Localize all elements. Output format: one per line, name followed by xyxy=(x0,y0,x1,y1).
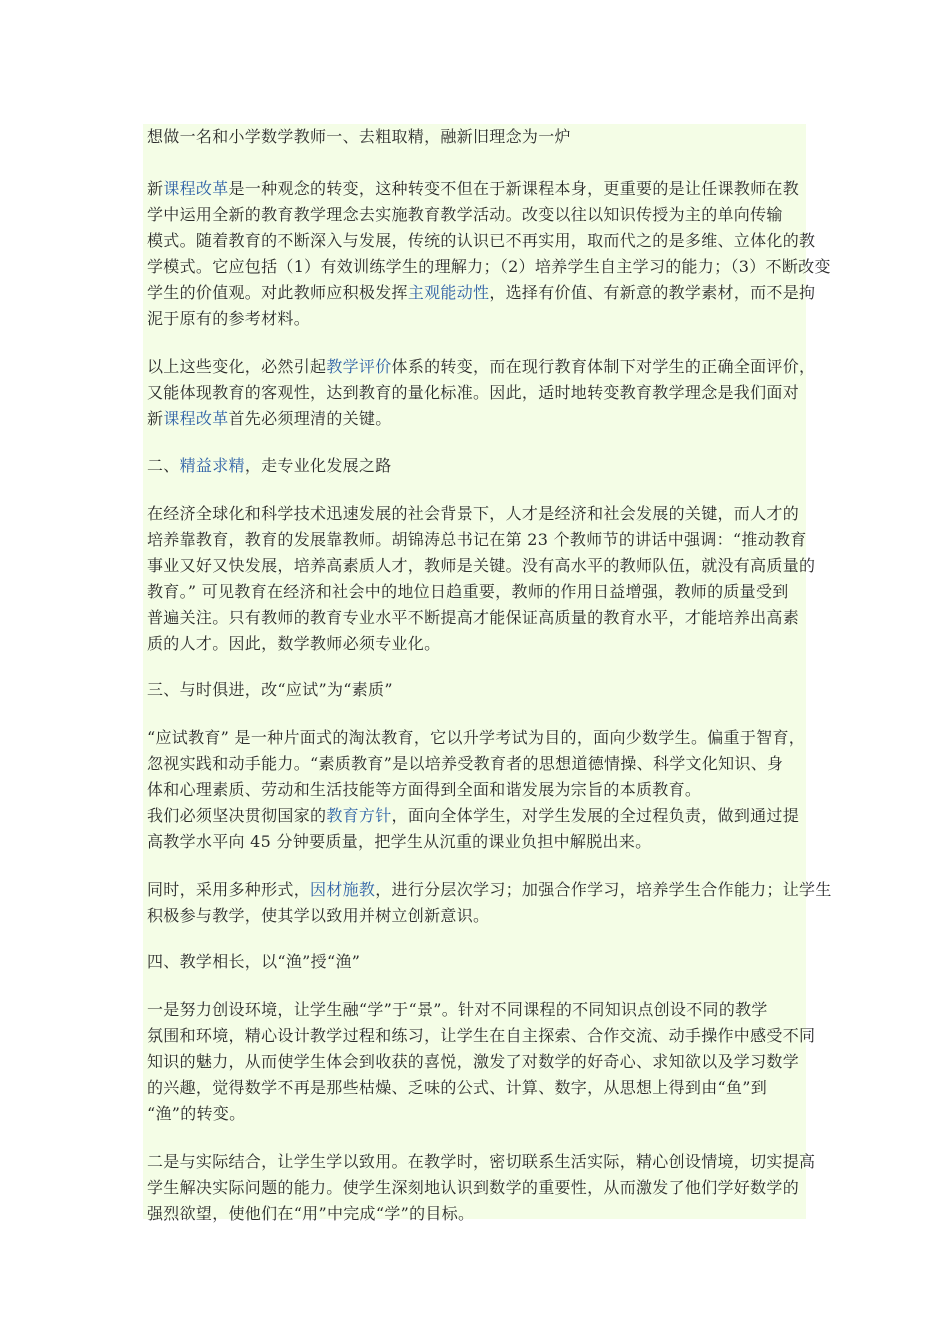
text-line xyxy=(147,777,701,803)
text-line xyxy=(147,949,360,975)
text-run: 三、与时俱进，改“应试”为“素质” xyxy=(147,680,393,699)
text-line xyxy=(147,1075,767,1101)
text-line xyxy=(147,579,789,605)
text-line xyxy=(147,1149,815,1175)
text-run: 是一种观念的转变，这种转变不但在于新课程本身，更重要的是让任课教师在教 xyxy=(228,179,800,198)
text-run: 知识的魅力，从而使学生体会到收获的喜悦，激发了对数学的好奇心、求知欲以及学习数学 xyxy=(147,1052,800,1071)
text-run: “渔”的转变。 xyxy=(147,1104,246,1123)
text-run: 我们必须坚决贯彻国家的 xyxy=(147,806,327,825)
text-run: 又能体现教育的客观性，达到教育的量化标准。因此，适时地转变教育教学理念是我们面对 xyxy=(147,383,800,402)
text-line xyxy=(147,254,831,280)
text-run: 首先必须理清的关键。 xyxy=(228,409,392,428)
text-run: 模式。随着教育的不断深入与发展，传统的认识已不再实用，取而代之的是多维、立体化的教 xyxy=(147,231,816,250)
text-run: 质的人才。因此，数学教师必须专业化。 xyxy=(147,634,441,653)
inline-link[interactable]: 主观能动性 xyxy=(407,283,490,302)
text-run: 体系的转变，而在现行教育体制下对学生的正确全面评价， xyxy=(391,357,816,376)
text-run: 新 xyxy=(147,179,164,198)
text-line xyxy=(147,803,799,829)
text-run: 泥于原有的参考材料。 xyxy=(147,309,311,328)
text-line xyxy=(147,354,815,380)
text-line xyxy=(147,725,805,751)
text-run: 在经济全球化和科学技术迅速发展的社会背景下，人才是经济和社会发展的关键，而人才的 xyxy=(147,504,800,523)
text-line xyxy=(147,1175,799,1201)
text-run: 教育。” 可见教育在经济和社会中的地位日趋重要，教师的作用日益增强，教师的质量受到 xyxy=(147,582,789,601)
text-run: 学模式。它应包括（1）有效训练学生的理解力；（2）培养学生自主学习的能力；（3）不断改变 xyxy=(147,257,831,276)
text-run: ，进行分层次学习；加强合作学习，培养学生合作能力；让学生 xyxy=(375,880,832,899)
text-line xyxy=(147,527,807,553)
text-run: 的兴趣，觉得数学不再是那些枯燥、乏味的公式、计算、数字，从思想上得到由“鱼”到 xyxy=(147,1078,768,1097)
text-run: 想做一名和小学数学教师一、去粗取精，融新旧理念为一炉 xyxy=(147,127,571,146)
text-run: 学生的价值观。对此教师应积极发挥 xyxy=(147,283,408,302)
text-line xyxy=(147,553,815,579)
text-run: 积极参与教学，使其学以致用并树立创新意识。 xyxy=(147,906,490,925)
inline-link[interactable]: 精益求精 xyxy=(179,456,245,475)
text-run: ，走专业化发展之路 xyxy=(244,456,392,475)
text-run: 高教学水平向 45 分钟要质量，把学生从沉重的课业负担中解脱出来。 xyxy=(147,832,652,851)
text-run: 忽视实践和动手能力。“素质教育”是以培养受教育者的思想道德情操、科学文化知识、身 xyxy=(147,754,784,773)
text-run: 同时，采用多种形式， xyxy=(147,880,311,899)
document-body xyxy=(143,124,832,1223)
text-run: 学中运用全新的教育教学理念去实施教育教学活动。改变以往以知识传授为主的单向传输 xyxy=(147,205,783,224)
text-line xyxy=(147,997,768,1023)
text-run: 二、 xyxy=(147,456,180,475)
text-run: 培养靠教育，教育的发展靠教师。胡锦涛总书记在第 23 个教师节的讲话中强调：“推动教育 xyxy=(147,530,807,549)
text-run: 一是努力创设环境，让学生融“学”于“景”。针对不同课程的不同知识点创设不同的教学 xyxy=(147,1000,768,1019)
text-line xyxy=(147,228,815,254)
text-run: 事业又好又快发展，培养高素质人才，教师是关键。没有高水平的教师队伍，就没有高质量的 xyxy=(147,556,816,575)
text-line xyxy=(147,176,799,202)
inline-link[interactable]: 教学评价 xyxy=(326,357,392,376)
text-line xyxy=(147,1049,799,1075)
text-line xyxy=(147,501,799,527)
text-line xyxy=(147,306,310,332)
text-line xyxy=(147,631,440,657)
text-line xyxy=(147,877,832,903)
text-run: 新 xyxy=(147,409,164,428)
text-line xyxy=(147,751,783,777)
text-line xyxy=(147,829,651,855)
text-run: ，选择有价值、有新意的教学素材，而不是拘 xyxy=(489,283,816,302)
text-run: 二是与实际结合，让学生学以致用。在教学时，密切联系生活实际，精心创设情境，切实提高 xyxy=(147,1152,816,1171)
text-run: 强烈欲望，使他们在“用”中完成“学”的目标。 xyxy=(147,1204,475,1223)
text-run: “应试教育” 是一种片面式的淘汰教育，它以升学考试为目的，面向少数学生。偏重于智育， xyxy=(147,728,806,747)
text-line xyxy=(147,605,799,631)
text-run: 普遍关注。只有教师的教育专业水平不断提高才能保证高质量的教育水平，才能培养出高素 xyxy=(147,608,800,627)
text-run: 四、教学相长，以“渔”授“渔” xyxy=(147,952,361,971)
text-line xyxy=(147,1101,245,1127)
inline-link[interactable]: 因材施教 xyxy=(310,880,376,899)
text-line xyxy=(147,380,799,406)
text-run: 氛围和环境，精心设计教学过程和练习，让学生在自主探索、合作交流、动手操作中感受不同 xyxy=(147,1026,816,1045)
text-run: 学生解决实际问题的能力。使学生深刻地认识到数学的重要性，从而激发了他们学好数学的 xyxy=(147,1178,800,1197)
text-line xyxy=(147,280,815,306)
text-line xyxy=(147,903,489,929)
text-line xyxy=(147,1023,815,1049)
text-line xyxy=(147,124,571,150)
text-run: 体和心理素质、劳动和生活技能等方面得到全面和谐发展为宗旨的本质教育。 xyxy=(147,780,702,799)
text-line xyxy=(147,202,783,228)
text-run: ，面向全体学生，对学生发展的全过程负责，做到通过提 xyxy=(391,806,800,825)
text-line xyxy=(147,453,392,479)
inline-link[interactable]: 教育方针 xyxy=(326,806,392,825)
inline-link[interactable]: 课程改革 xyxy=(163,179,229,198)
text-line xyxy=(147,1201,474,1227)
text-line xyxy=(147,406,392,432)
text-line xyxy=(147,677,393,703)
inline-link[interactable]: 课程改革 xyxy=(163,409,229,428)
text-run: 以上这些变化，必然引起 xyxy=(147,357,327,376)
